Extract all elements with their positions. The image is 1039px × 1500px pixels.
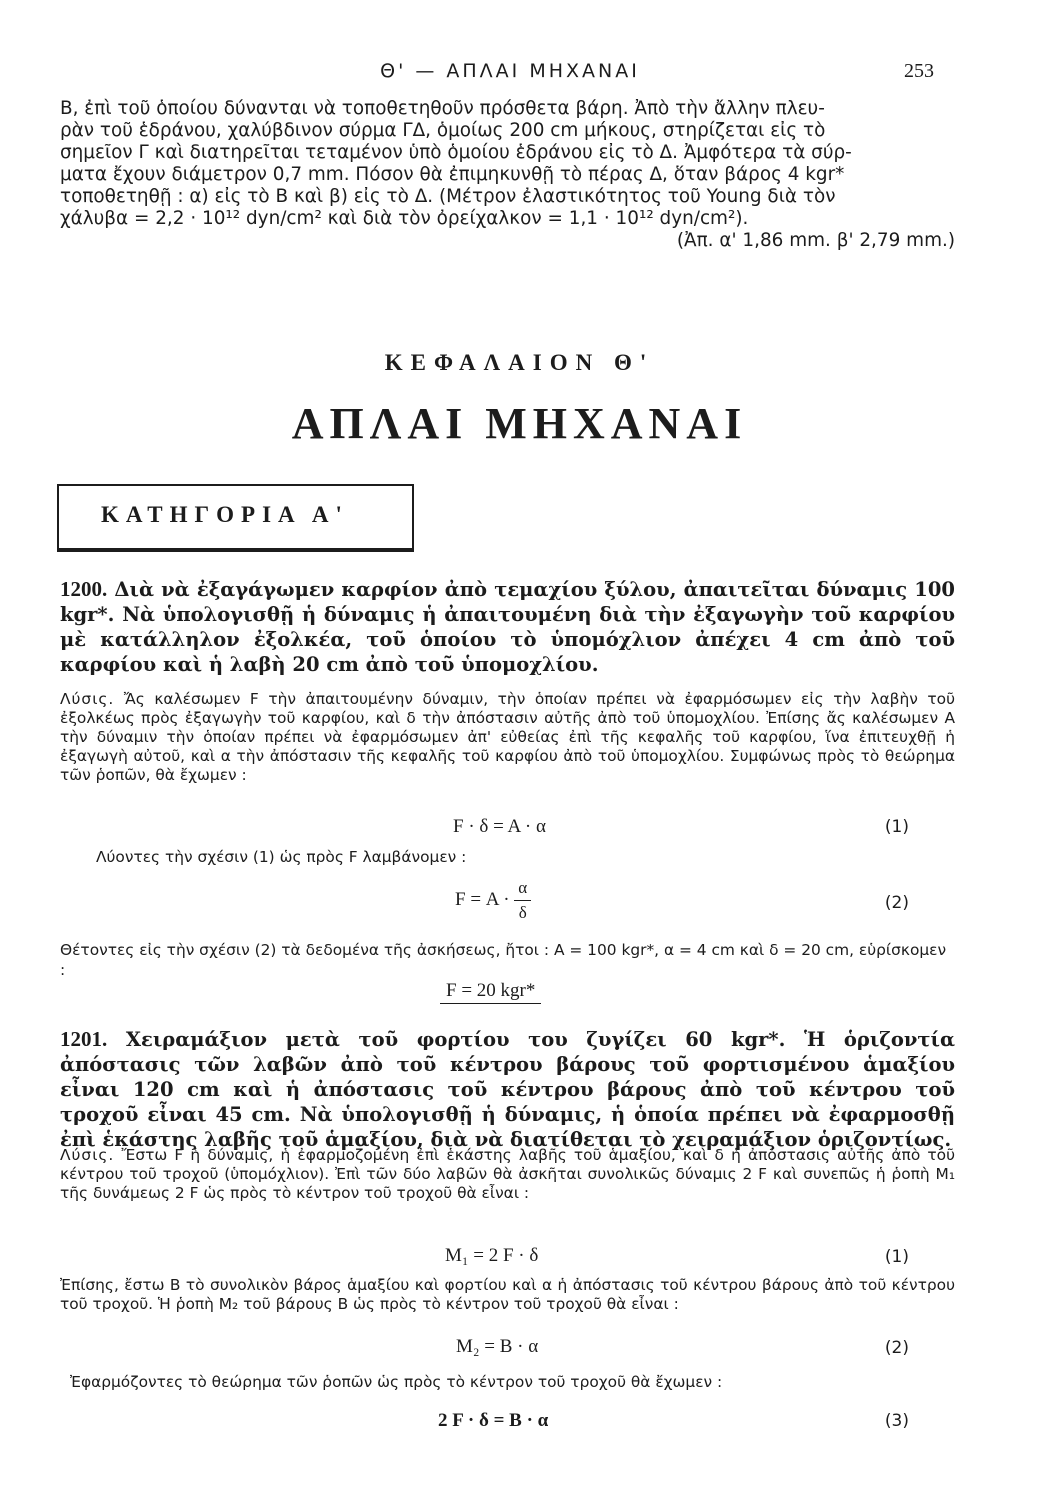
equation-2: Μ₂ = Β · α [456,1336,539,1357]
apply-text: Ἐφαρμόζοντες τὸ θεώρημα τῶν ῥοπῶν ὡς πρὸς τὸ κέντρον τοῦ τροχοῦ θὰ ἔχωμεν : [70,1373,723,1391]
chapter-title: ΑΠΛΑΙ ΜΗΧΑΝΑΙ [291,399,748,448]
fraction-numerator: α [514,878,531,901]
mid-text: Ἐπίσης, ἔστω Β τὸ συνολικὸν βάρος ἁμαξίου καὶ φορτίου καὶ α ἡ ἀπόστασις τοῦ κέντρου βάρους ἀπὸ τοῦ κέντρου τοῦ τροχοῦ. Ἡ ῥοπὴ Μ₂ τοῦ βάρους Β ὡς πρὸς τὸ κέντρον τοῦ τροχοῦ θὰ εἶναι : [60,1276,955,1313]
solution-label: Λύσις. [60,1146,115,1164]
result-formula [440,980,541,1002]
chapter-heading: ΚΕΦΑΛΑΙΟΝ Θ' [384,350,655,375]
equation-3: 2 F · δ = Β · α [438,1410,549,1431]
answer-line: (Ἀπ. α' 1,86 mm. β' 2,79 mm.) [676,230,955,251]
intro-line: ρὰν τοῦ ἑδράνου, χαλύβδινον σύρμα ΓΔ, ὁμοίως 200 cm μήκους, στηρίζεται εἰς τὸ [60,120,826,141]
problem-1200 [60,577,955,677]
problem-number: 1201. [60,1027,108,1051]
solution-1200 [60,690,955,785]
equation-2 [455,878,531,923]
solution-1201 [60,1146,955,1203]
problem-1201 [60,1027,955,1152]
category-box [57,484,414,548]
solution-text: Ἄς καλέσωμεν F τὴν ἀπαιτουμένην δύναμιν, τὴν ὁποίαν πρέπει νὰ ἐφαρμόσωμεν εἰς τὴν λαβὴν τοῦ ἐξολκέως πρὸς ἐξαγωγὴν τοῦ καρφίου, καὶ δ τὴν ἀπόστασιν αὐτῆς ἀπὸ τοῦ ὑπομοχλίου. Ἐπίσης ἄς καλέσωμεν Α τὴν δύναμιν τὴν ὁποίαν πρέπει νὰ ἐφαρμόσωμεν ἀπ' εὐθείας ἐπὶ τῆς κεφαλῆς τοῦ καρφίου, ἵνα ἐπιτευχθῇ ἡ ἐξαγωγὴ αὐτοῦ, καὶ α τὴν ἀπόστασιν τῆς κεφαλῆς τοῦ καρφίου ἀπὸ τοῦ ὑπομοχλίου. Συμφώνως πρὸς τὸ θεώρημα τῶν ῥοπῶν, θὰ ἔχωμεν : [60,690,955,784]
solution-text: Ἔστω F ἡ δύναμις, ἡ ἐφαρμοζομένη ἐπὶ ἑκάστης λαβῆς τοῦ ἁμαξίου, καὶ δ ἡ ἀπόστασις αὐτῆς ἀπὸ τοῦ κέντρου τοῦ τροχοῦ (ὑπομόχλιον). Ἐπὶ τῶν δύο λαβῶν θὰ ἀσκῆται συνολικῶς δύναμις 2 F καὶ συνεπῶς ἡ ῥοπὴ Μ₁ τῆς δυνάμεως 2 F ὡς πρὸς τὸ κέντρον τοῦ τροχοῦ θὰ εἶναι : [60,1146,955,1202]
intro-line: τοποθετηθῇ : α) εἰς τὸ Β καὶ β) εἰς τὸ Δ. (Μέτρον ἐλαστικότητος τοῦ Young διὰ τὸν [60,186,836,207]
problem-text: Χειραμάξιον μετὰ τοῦ φορτίου του ζυγίζει 60 kgr*. Ἡ ὁριζοντία ἀπόστασις τῶν λαβῶν ἀπὸ τοῦ κέντρου βάρους τοῦ φορτισμένου ἁμαξίου εἶναι 120 cm καὶ ἡ ἀπόστασις τοῦ κέντρου βάρους ἀπὸ τοῦ κέντρου τοῦ τροχοῦ εἶναι 45 cm. Νὰ ὑπολογισθῇ ἡ δύναμις, ἡ ὁποία πρέπει νὰ ἐφαρμοσθῇ ἐπὶ ἑκάστης λαβῆς τοῦ ἁμαξίου, διὰ νὰ διατίθεται τὸ χειραμάξιον ὁριζοντίως. [60,1028,955,1151]
solving-text: Λύοντες τὴν σχέσιν (1) ὡς πρὸς F λαμβάνομεν : [96,848,467,866]
problem-text: Διὰ νὰ ἐξαγάγωμεν καρφίον ἀπὸ τεμαχίου ξύλου, ἀπαιτεῖται δύναμις 100 kgr*. Νὰ ὑπολογισθῇ ἡ δύναμις ἡ ἀπαιτουμένη διὰ τὴν ἐξαγωγὴν τοῦ καρφίου μὲ κατάλληλον ἐξολκέα, τοῦ ὁποίου τὸ ὑπομόχλιον ἀπέχει 4 cm ἀπὸ τοῦ καρφίου καὶ ἡ λαβὴ 20 cm ἀπὸ τοῦ ὑπομοχλίου. [60,578,956,676]
equation-2-left: F = Α · [455,888,510,910]
solution-label: Λύσις. [60,690,115,708]
equation-number: (1) [884,817,909,837]
equation-number: (2) [884,893,909,913]
fraction [514,878,531,923]
equation-1: F · δ = Α · α [453,816,546,837]
given-values-text: Θέτοντες εἰς τὴν σχέσιν (2) τὰ δεδομένα τῆς ἀσκήσεως, ἤτοι : Α = 100 kgr*, α = 4 cm καὶ δ = 20 cm, εὑρίσκομεν : [60,941,947,979]
running-head: Θ' — ΑΠΛΑΙ ΜΗΧΑΝΑΙ [380,60,640,82]
page-number: 253 [904,60,934,82]
intro-line: Β, ἐπὶ τοῦ ὁποίου δύνανται νὰ τοποθετηθοῦν πρόσθετα βάρη. Ἀπὸ τὴν ἄλλην πλευ- [60,98,825,119]
equation-number: (1) [884,1247,909,1267]
intro-line: ματα ἔχουν διάμετρον 0,7 mm. Πόσον θὰ ἐπιμηκυνθῇ τὸ πέρας Δ, ὅταν βάρος 4 kgr* [60,164,845,185]
result-value: F = 20 kgr* [440,980,541,1004]
intro-paragraph [60,98,955,252]
equation-number: (3) [884,1411,909,1431]
intro-line: χάλυβα = 2,2 · 10¹² dyn/cm² καὶ διὰ τὸν ὀρείχαλκον = 1,1 · 10¹² dyn/cm²). [60,208,749,229]
category-label: ΚΑΤΗΓΟΡΙΑ Α' [101,502,349,527]
fraction-denominator: δ [518,903,527,922]
intro-line: σημεῖον Γ καὶ διατηρεῖται τεταμένον ὑπὸ ὁμοίου ἑδράνου εἰς τὸ Δ. Ἀμφότερα τὰ σύρ- [60,142,852,163]
equation-number: (2) [884,1338,909,1358]
problem-number: 1200. [60,577,108,601]
equation-1: Μ₁ = 2 F · δ [445,1245,539,1266]
